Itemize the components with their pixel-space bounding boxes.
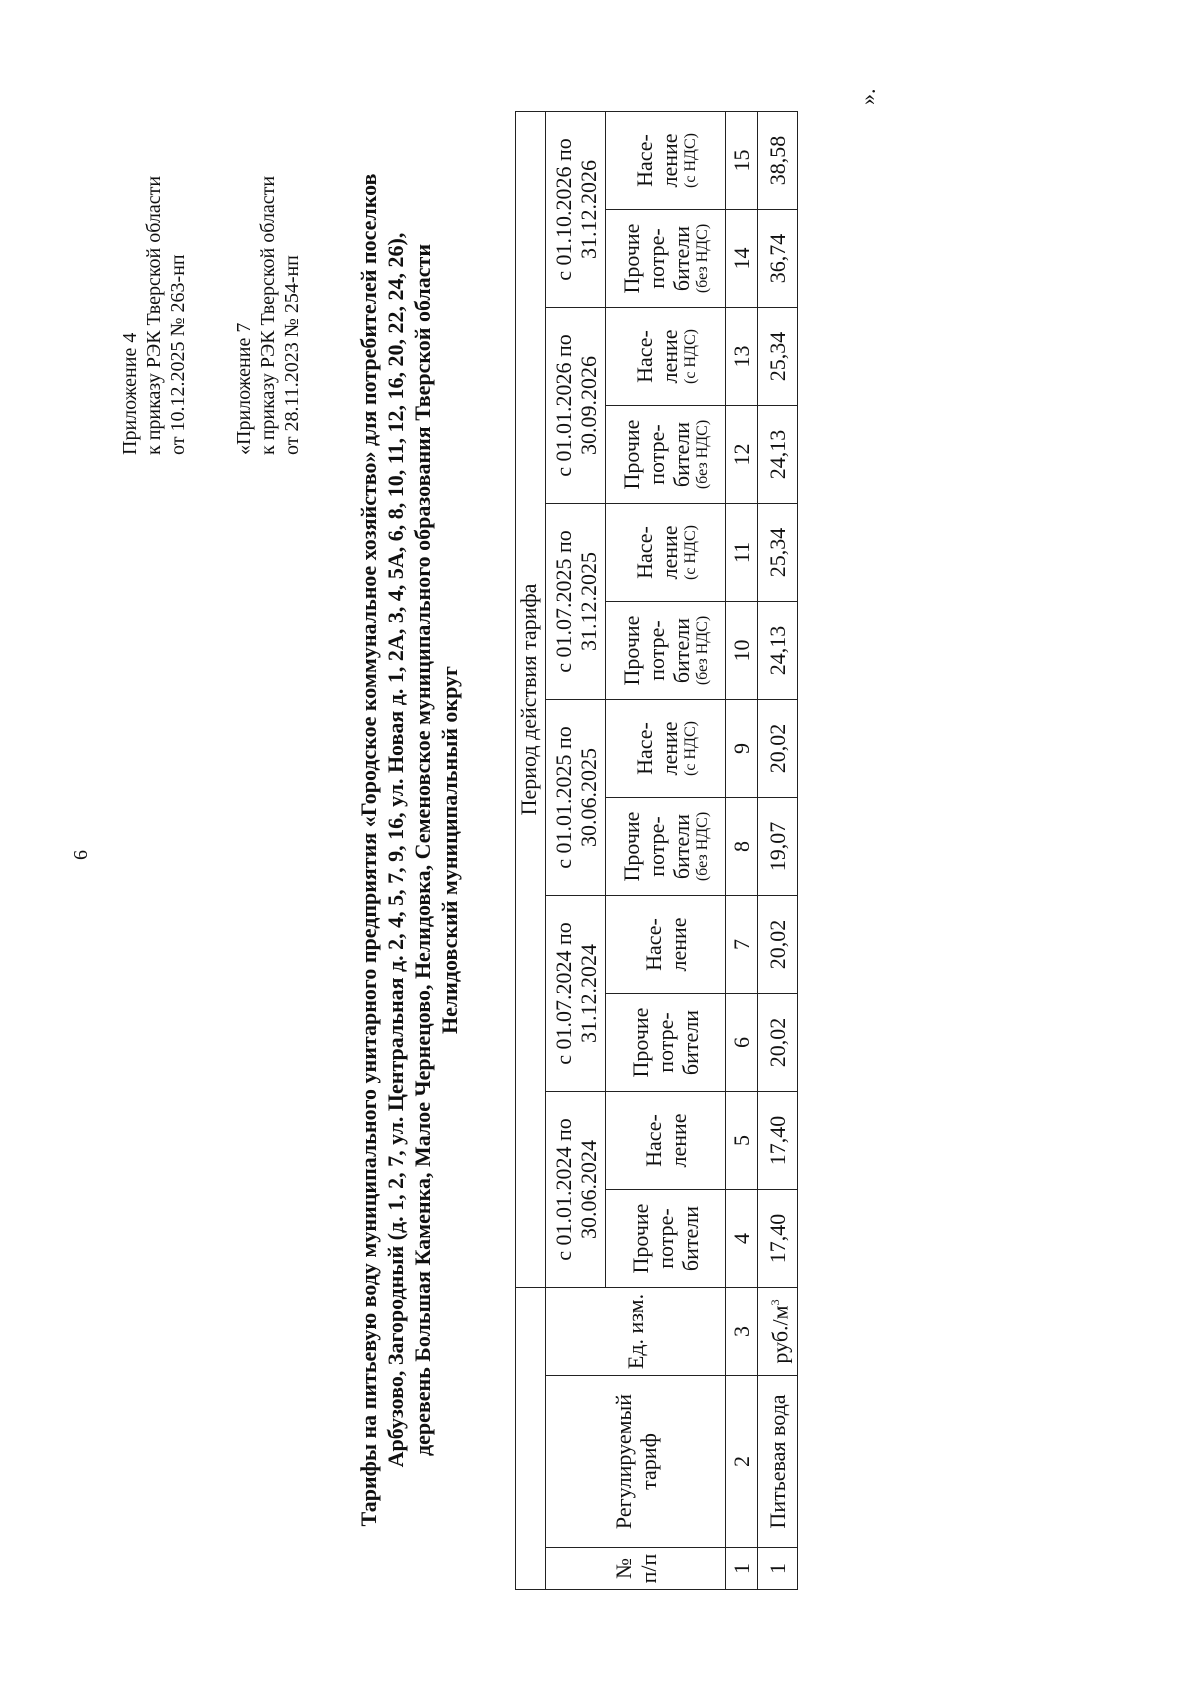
column-number: 9 xyxy=(726,700,758,798)
column-number: 14 xyxy=(726,210,758,308)
appendix-current-line-1: Приложение 4 xyxy=(119,332,141,455)
column-number: 4 xyxy=(726,1190,758,1288)
column-number: 6 xyxy=(726,994,758,1092)
consumer-population-vat-header xyxy=(606,504,726,602)
tariff-value: 20,02 xyxy=(758,700,798,798)
appendix-previous xyxy=(232,176,304,455)
tariff-value: 36,74 xyxy=(758,210,798,308)
header-unit: Ед. изм. xyxy=(546,1288,726,1376)
closing-quote: ». xyxy=(855,88,880,105)
row-unit xyxy=(758,1288,798,1376)
appendix-current-line-2: к приказу РЭК Тверской области xyxy=(143,175,165,455)
novat-note: (без НДС) xyxy=(694,615,711,686)
consumer-population-vat-header xyxy=(606,700,726,798)
column-number: 5 xyxy=(726,1092,758,1190)
column-number-row xyxy=(726,112,758,1590)
vat-note: (с НДС) xyxy=(681,133,699,188)
title-line-4: Нелидовский муниципальный округ xyxy=(437,665,462,1035)
tariff-value: 25,34 xyxy=(758,308,798,406)
consumer-other-novat-label: Прочие потре-бители xyxy=(619,419,694,490)
consumer-population-header: Насе-ление xyxy=(606,1092,726,1190)
column-number: 7 xyxy=(726,896,758,994)
row-unit-base: руб./м xyxy=(767,1305,793,1364)
appendix-previous-line-1: «Приложение 7 xyxy=(233,322,255,455)
tariff-value: 20,02 xyxy=(758,896,798,994)
row-tariff-name: Питьевая вода xyxy=(758,1376,798,1548)
vat-note: (с НДС) xyxy=(681,721,699,776)
novat-note: (без НДС) xyxy=(694,223,711,294)
period-header-2: с 01.07.2024 по 31.12.2024 xyxy=(546,896,606,1092)
period-header-6: с 01.10.2026 по 31.12.2026 xyxy=(546,112,606,308)
vat-note: (с НДС) xyxy=(681,329,699,384)
column-number: 12 xyxy=(726,406,758,504)
column-number: 3 xyxy=(726,1288,758,1376)
consumer-population-vat-label: Насе-ление xyxy=(631,329,682,384)
document-title xyxy=(355,85,463,1615)
title-line-2: Арбузово, Загородный (д. 1, 2, 7, ул. Центральная д. 2, 4, 5, 7, 9, 16, ул. Новая д. 1, 2А, 3, 4, 5А, 6, 8, 10, 11, 12, 16, 20, 22, 24, 26), xyxy=(383,232,408,1468)
title-line-1: Тарифы на питьевую воду муниципального унитарного предприятия «Городское коммунальное хозяйство» для потребителей поселков xyxy=(356,173,381,1527)
column-number: 11 xyxy=(726,504,758,602)
header-tariff: Регулируемый тариф xyxy=(546,1376,726,1548)
column-number: 10 xyxy=(726,602,758,700)
period-header-1: с 01.01.2024 по 30.06.2024 xyxy=(546,1092,606,1288)
appendix-previous-line-3: от 28.11.2023 № 254-нп xyxy=(281,255,303,455)
tariff-value: 24,13 xyxy=(758,602,798,700)
table-row xyxy=(758,112,798,1590)
period-caption: Период действия тарифа xyxy=(516,112,546,1288)
consumer-other-novat-label: Прочие потре-бители xyxy=(619,223,694,294)
header-num-label: № п/п xyxy=(610,1553,661,1584)
consumer-other-novat-header xyxy=(606,210,726,308)
period-header-5: с 01.01.2026 по 30.09.2026 xyxy=(546,308,606,504)
tariff-value: 17,40 xyxy=(758,1092,798,1190)
consumer-population-vat-header xyxy=(606,112,726,210)
consumer-other-header: Прочие потре-бители xyxy=(606,1190,726,1288)
appendix-previous-line-2: к приказу РЭК Тверской области xyxy=(257,175,279,455)
consumer-population-vat-label: Насе-ление xyxy=(631,525,682,580)
period-header-4: с 01.07.2025 по 31.12.2025 xyxy=(546,504,606,700)
appendix-current-line-3: от 10.12.2025 № 263-нп xyxy=(167,254,189,455)
column-number: 13 xyxy=(726,308,758,406)
consumer-other-novat-header xyxy=(606,602,726,700)
header-num xyxy=(546,1548,726,1590)
column-number: 8 xyxy=(726,798,758,896)
page-number: 6 xyxy=(70,850,92,860)
consumer-other-novat-header xyxy=(606,798,726,896)
tariff-value: 20,02 xyxy=(758,994,798,1092)
tariff-table xyxy=(515,111,798,1590)
tariff-value: 38,58 xyxy=(758,112,798,210)
column-number: 2 xyxy=(726,1376,758,1548)
appendix-current xyxy=(118,176,190,455)
consumer-other-header: Прочие потре-бители xyxy=(606,994,726,1092)
consumer-population-header: Насе-ление xyxy=(606,896,726,994)
row-num: 1 xyxy=(758,1548,798,1590)
consumer-other-novat-header xyxy=(606,406,726,504)
consumer-population-vat-header xyxy=(606,308,726,406)
novat-note: (без НДС) xyxy=(694,419,711,490)
consumer-other-novat-label: Прочие потре-бители xyxy=(619,811,694,882)
tariff-value: 19,07 xyxy=(758,798,798,896)
column-number: 15 xyxy=(726,112,758,210)
novat-note: (без НДС) xyxy=(694,811,711,882)
header-blank-cell xyxy=(516,1288,546,1590)
vat-note: (с НДС) xyxy=(681,525,699,580)
consumer-population-vat-label: Насе-ление xyxy=(631,133,682,188)
row-unit-sup: 3 xyxy=(767,1299,782,1306)
tariff-value: 24,13 xyxy=(758,406,798,504)
tariff-value: 25,34 xyxy=(758,504,798,602)
column-number: 1 xyxy=(726,1548,758,1590)
title-line-3: деревень Большая Каменка, Малое Чернецово, Нелидовка, Семеновское муниципального образования Тверской области xyxy=(410,243,435,1457)
tariff-value: 17,40 xyxy=(758,1190,798,1288)
consumer-other-novat-label: Прочие потре-бители xyxy=(619,615,694,686)
consumer-population-vat-label: Насе-ление xyxy=(631,721,682,776)
period-header-3: с 01.01.2025 по 30.06.2025 xyxy=(546,700,606,896)
